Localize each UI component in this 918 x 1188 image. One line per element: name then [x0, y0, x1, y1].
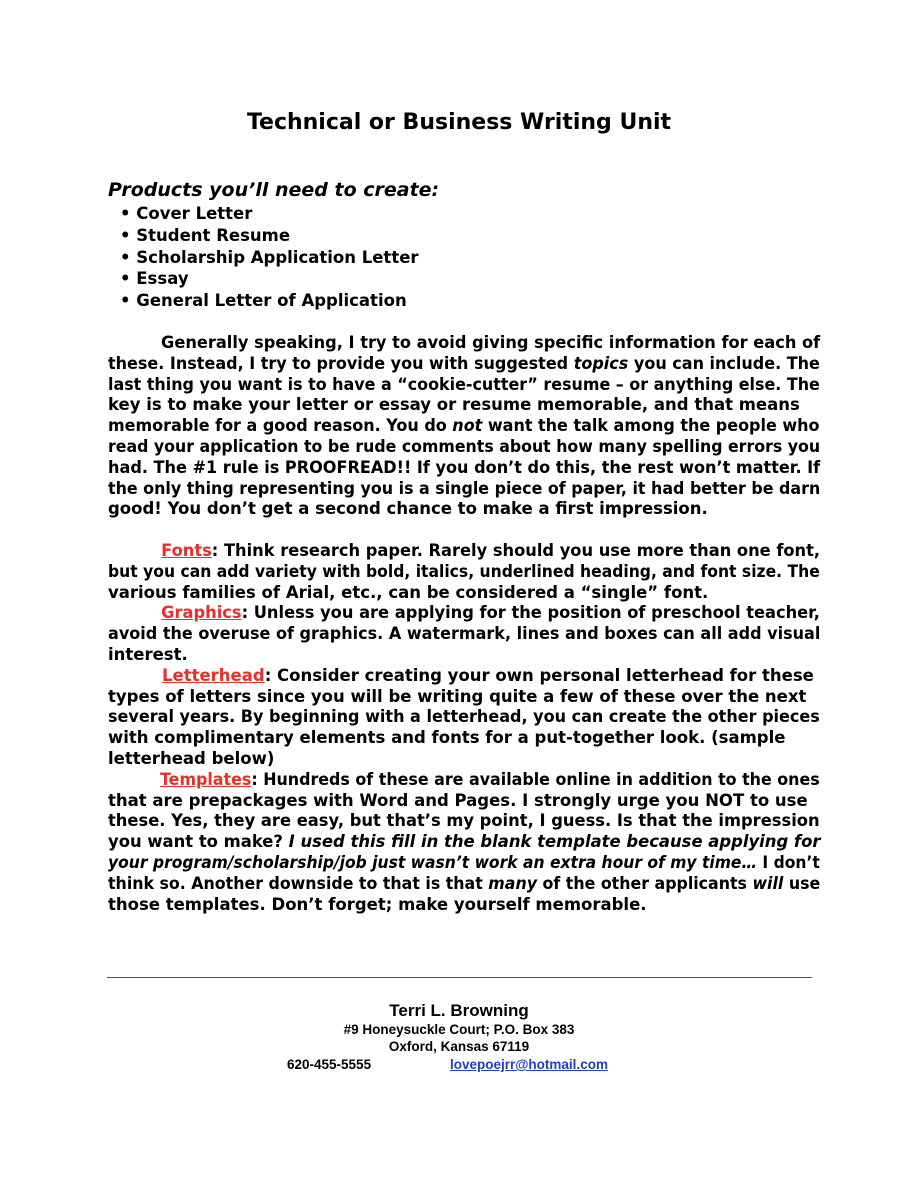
letterhead-divider — [107, 977, 812, 978]
text-run: : Think research paper. Rarely should you use more than one font, — [211, 541, 821, 560]
paragraph-line — [108, 873, 821, 895]
list-item: • Essay — [120, 269, 189, 289]
letterhead-phone: 620-455-5555 — [287, 1057, 372, 1072]
text-run: use — [783, 873, 821, 893]
text-run: of the other applicants — [537, 873, 753, 893]
paragraph-line: with complimentary elements and fonts for a put-together look. (sample — [108, 728, 786, 748]
letterhead-address-line-2: Oxford, Kansas 67119 — [388, 1039, 530, 1054]
paragraph-line — [108, 541, 821, 562]
paragraph-line: those templates. Don’t forget; make yourself memorable. — [108, 894, 647, 914]
paragraph-line — [108, 416, 820, 437]
paragraph-line — [108, 832, 821, 853]
paragraph-line: good! You don’t get a second chance to make a first impression. — [108, 499, 708, 519]
products-list — [120, 203, 419, 312]
paragraph-line: key is to make your letter or essay or resume memorable, and that means — [108, 395, 800, 415]
emphasis-text: topics — [573, 353, 629, 373]
tips-section — [108, 541, 820, 915]
paragraph-line: interest. — [108, 644, 188, 664]
paragraph-line — [108, 769, 820, 791]
graphics-keyword: Graphics — [161, 603, 242, 623]
text-run: : Hundreds of these are available online in addition to the ones — [251, 769, 820, 789]
paragraph-line: avoid the overuse of graphics. A watermark, lines and boxes can all add visual — [108, 624, 821, 644]
emphasis-text: I used this fill in the blank template because applying for — [288, 832, 821, 852]
list-item: • Cover Letter — [120, 204, 253, 223]
text-run: memorable for a good reason. You do — [108, 416, 453, 436]
paragraph-line: had. The #1 rule is PROOFREAD!! If you don’t do this, the rest won’t matter. If — [108, 457, 821, 477]
text-run: want the talk among the people who — [482, 416, 820, 436]
paragraph-line: but you can add variety with bold, italics, underlined heading, and font size. The — [108, 561, 820, 581]
emphasis-text: not — [452, 416, 483, 436]
paragraph-line: read your application to be rude comments about how many spelling errors you — [108, 436, 821, 456]
text-run: you can include. The — [628, 353, 820, 373]
list-item: • General Letter of Application — [120, 291, 407, 311]
emphasis-text: will — [752, 873, 784, 893]
text-run: : Consider creating your own personal letterhead for these — [264, 665, 814, 685]
letterhead-email-link[interactable]: lovepoejrr@hotmail.com — [450, 1057, 608, 1072]
letterhead-keyword: Letterhead — [162, 665, 265, 685]
paragraph-line: last thing you want is to have a “cookie-cutter” resume – or anything else. The — [108, 374, 820, 394]
intro-paragraph — [108, 333, 820, 520]
paragraph-line: types of letters since you will be writing quite a few of these over the next — [108, 686, 807, 706]
paragraph-line: these. Yes, they are easy, but that’s my point, I guess. Is that the impression — [108, 811, 820, 831]
paragraph-line — [108, 852, 820, 874]
templates-keyword: Templates — [159, 769, 252, 789]
list-item: • Scholarship Application Letter — [120, 247, 419, 267]
products-heading: Products you’ll need to create: — [108, 179, 440, 201]
text-run: think so. Another downside to that is that — [108, 873, 489, 893]
paragraph-line: letterhead below) — [108, 748, 275, 768]
text-run: I don’t — [757, 852, 820, 872]
text-run: these. Instead, I try to provide you with suggested — [108, 353, 574, 373]
paragraph-line — [108, 603, 820, 624]
fonts-keyword: Fonts — [161, 541, 212, 560]
emphasis-text: your program/scholarship/job just wasn’t work an extra hour of my time… — [108, 852, 758, 872]
text-run: : Unless you are applying for the position of preschool teacher, — [241, 603, 820, 623]
emphasis-text: many — [488, 873, 538, 893]
paragraph-line — [108, 666, 820, 687]
text-run: you want to make? — [108, 832, 289, 852]
letterhead-name: Terri L. Browning — [389, 1001, 529, 1020]
paragraph-line: several years. By beginning with a letterhead, you can create the other pieces — [108, 707, 820, 727]
list-item: • Student Resume — [120, 225, 291, 245]
letterhead-address-line-1: #9 Honeysuckle Court; P.O. Box 383 — [343, 1022, 575, 1037]
paragraph-line: the only thing representing you is a single piece of paper, it had better be darn — [108, 478, 821, 498]
paragraph-line: various families of Arial, etc., can be considered a “single” font. — [108, 582, 709, 602]
paragraph-line — [108, 353, 820, 375]
paragraph-line: that are prepackages with Word and Pages. I strongly urge you NOT to use — [108, 790, 808, 810]
paragraph-line: Generally speaking, I try to avoid giving specific information for each of — [161, 333, 821, 352]
page-title: Technical or Business Writing Unit — [246, 110, 672, 135]
